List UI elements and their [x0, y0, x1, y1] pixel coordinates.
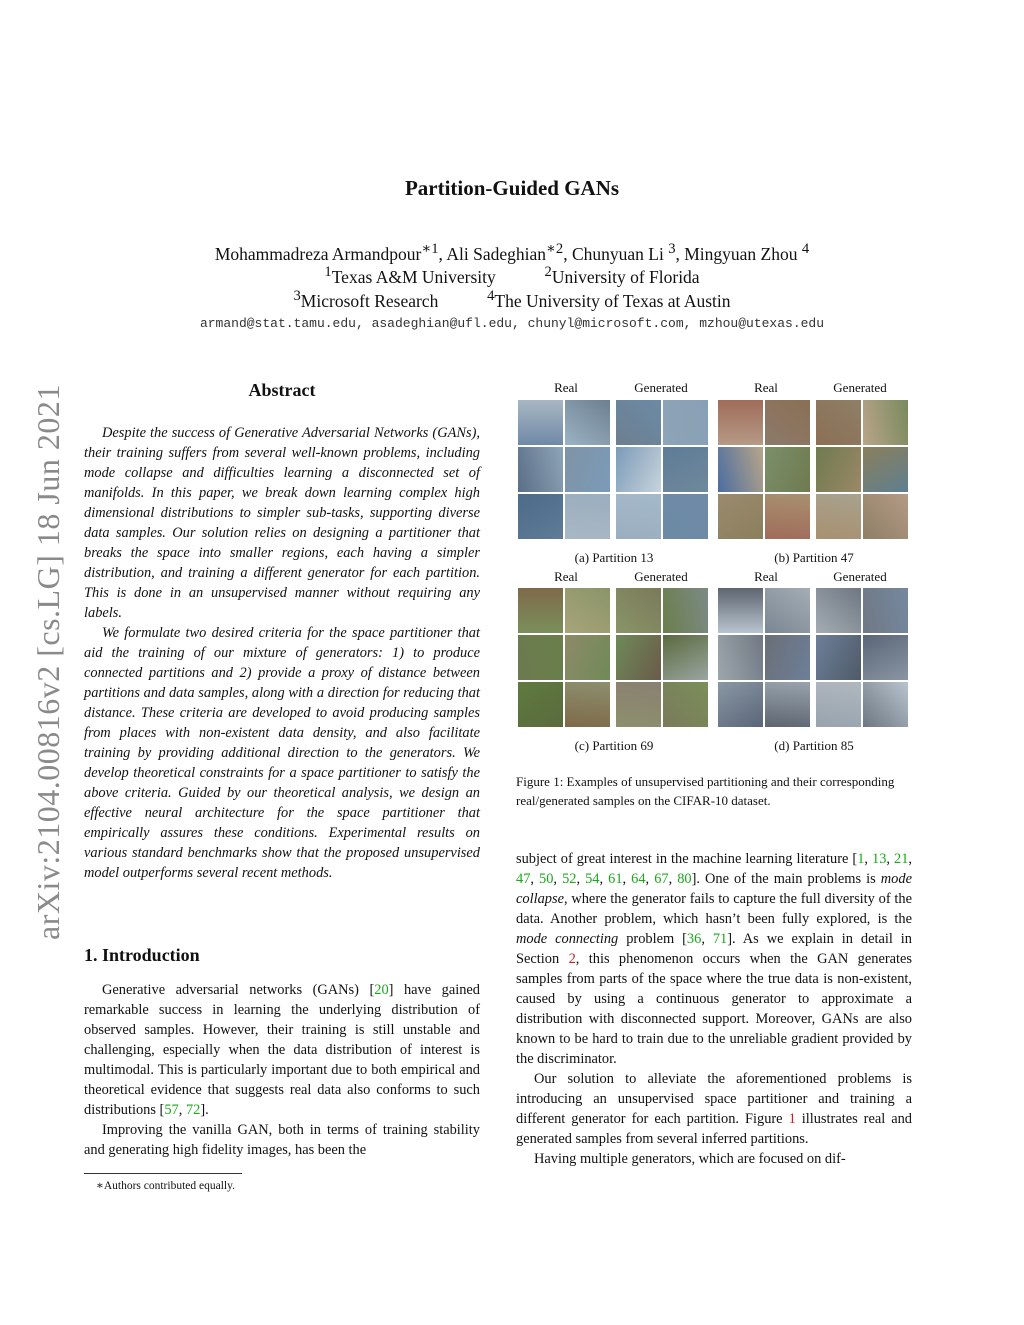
citation-link[interactable]: 61: [608, 871, 623, 887]
figure-ref-link[interactable]: 1: [788, 1111, 796, 1127]
affiliation: The University of Texas at Austin: [494, 290, 731, 311]
citation-link[interactable]: 54: [585, 871, 600, 887]
citation-link[interactable]: 36: [686, 931, 702, 947]
citation-link[interactable]: 21: [894, 851, 909, 867]
panel-c-real-grid: [518, 588, 610, 727]
sample-image: [663, 635, 708, 680]
sample-image: [816, 635, 861, 680]
author-emails: armand@stat.tamu.edu, asadeghian@ufl.edu, chunyl@microsoft.com, mzhou@utexas.edu: [199, 316, 825, 331]
section-ref-link[interactable]: 2: [568, 951, 576, 967]
panel-c-caption: (c) Partition 69: [574, 738, 654, 753]
sample-image: [616, 635, 661, 680]
affiliation-line-1: [0, 264, 1024, 288]
sample-image: [518, 682, 563, 727]
sample-image: [663, 494, 708, 539]
author-list: Mohammadreza Armandpour$^{∗1}$, Ali Sadeghian$^{∗2}$, Chunyuan Li $^3$, Mingyuan Zhou $^4$: [214, 241, 810, 264]
paper-title: Partition-Guided GANs: [404, 176, 620, 200]
affiliation-line-2: [0, 288, 1024, 312]
panel-d-generated-grid: [816, 588, 908, 727]
sample-image: [816, 588, 861, 633]
header-generated: Generated: [833, 569, 887, 584]
sample-image: [863, 447, 908, 492]
panel-d-caption: (d) Partition 85: [774, 738, 854, 753]
header-generated: Generated: [634, 569, 688, 584]
figure-caption: Figure 1: Examples of unsupervised partitioning and their corresponding real/generated samples on the CIFAR-10 dataset.: [516, 774, 895, 808]
panel-a-caption: (a) Partition 13: [574, 550, 654, 565]
sample-image: [816, 682, 861, 727]
sample-image: [765, 682, 810, 727]
sample-image: [565, 588, 610, 633]
citation-link[interactable]: 13: [872, 851, 887, 867]
citation-link[interactable]: 20: [374, 982, 389, 998]
sample-image: [616, 682, 661, 727]
sample-image: [616, 494, 661, 539]
body-paragraph: Having multiple generators, which are focused on dif-: [534, 1151, 846, 1167]
sample-image: [718, 447, 763, 492]
sample-image: [718, 494, 763, 539]
sample-image: [565, 400, 610, 445]
header-real: Real: [754, 380, 778, 395]
panel-b-caption: (b) Partition 47: [774, 550, 854, 565]
sample-image: [765, 635, 810, 680]
section-heading: 1. Introduction: [84, 945, 200, 965]
header-real: Real: [754, 569, 778, 584]
arxiv-identifier: arXiv:2104.00816v2 [cs.LG] 18 Jun 2021: [30, 384, 66, 940]
figure-1: [516, 380, 916, 820]
citation-link[interactable]: 72: [185, 1102, 201, 1118]
sample-image: [616, 400, 661, 445]
header-real: Real: [554, 380, 578, 395]
affil-sup: 4: [487, 288, 495, 304]
sample-image: [863, 588, 908, 633]
citation-link[interactable]: 64: [631, 871, 646, 887]
sample-image: [518, 635, 563, 680]
sample-image: [518, 588, 563, 633]
sample-image: [565, 682, 610, 727]
affil-sup: 3: [293, 288, 301, 304]
header-generated: Generated: [634, 380, 688, 395]
sample-image: [718, 588, 763, 633]
citation-link[interactable]: 52: [562, 871, 577, 887]
author-name: Ali Sadeghian: [446, 243, 546, 264]
sample-image: [863, 400, 908, 445]
intro-paragraph: Generative adversarial networks (GANs) [20] have gained remarkable success in learning the underlying distribution of observed samples. However, their training is still unstable and challenging, especially when the data distribution of interest is multimodal. This is particularly important due to both empirical and theoretical evidence that suggests real data also conforms to such distributions [57, 72].: [84, 982, 481, 1118]
footnote: ∗Authors contributed equally.: [96, 1180, 235, 1192]
sample-image: [863, 635, 908, 680]
sample-image: [616, 447, 661, 492]
panel-a-real-grid: [518, 400, 610, 539]
affiliation: University of Florida: [551, 266, 700, 287]
sample-image: [518, 400, 563, 445]
affil-sup: 1: [324, 264, 332, 280]
abstract-paragraph: Despite the success of Generative Adversarial Networks (GANs), their training suffers from several well-known problems, including mode collapse and difficulties learning a disconnected set of manifolds. In this paper, we break down learning complex high dimensional distributions to simpler sub-tasks, supporting diverse data samples. Our solution relies on designing a partitioner that breaks the space into smaller regions, each having a simpler distribution, and training a different generator for each partition. This is done in an unsupervised manner without requiring any labels.: [84, 425, 480, 621]
citation-link[interactable]: 47: [516, 871, 531, 887]
abstract-section: [84, 380, 480, 883]
abstract-paragraph: We formulate two desired criteria for the space partitioner that aid the training of our mixture of generators: 1) to produce connected partitions and 2) provide a proxy of distance between partitions and data samples, along with a direction for reducing that distance. These criteria are developed to avoid producing samples from places with non-existent data density, and also facilitate training by providing additional direction to the generators. We develop theoretical constraints for a space partitioner to satisfy the above criteria. Guided by our theoretical analysis, we design an effective neural architecture for the space partitioner that empirically assures these conditions. Experimental results on various standard benchmarks show that the proposed unsupervised model outperforms several recent methods.: [84, 625, 480, 881]
author-sup: 4: [801, 241, 810, 257]
sample-image: [816, 400, 861, 445]
header-generated: Generated: [833, 380, 887, 395]
sample-image: [765, 494, 810, 539]
affiliation: Microsoft Research: [300, 290, 439, 311]
header-real: Real: [554, 569, 578, 584]
panel-b-real-grid: [718, 400, 810, 539]
sample-image: [718, 682, 763, 727]
footnote-divider: [84, 1173, 242, 1174]
sample-image: [863, 682, 908, 727]
sample-image: [663, 447, 708, 492]
sample-image: [663, 682, 708, 727]
author-sup: ∗2: [545, 241, 564, 257]
sample-image: [816, 494, 861, 539]
sample-image: [565, 494, 610, 539]
sample-image: [565, 635, 610, 680]
panel-b-generated-grid: [816, 400, 908, 539]
panel-d-real-grid: [718, 588, 810, 727]
introduction-section: [84, 945, 480, 1160]
sample-image: [518, 447, 563, 492]
sample-image: [718, 400, 763, 445]
sample-image: [765, 400, 810, 445]
author-sup: ∗1: [421, 241, 439, 257]
author-name: Mingyuan Zhou: [684, 243, 798, 264]
citation-link[interactable]: 80: [677, 871, 692, 887]
author-name: Chunyuan Li: [571, 243, 664, 264]
sample-image: [765, 447, 810, 492]
author-name: Mohammadreza Armandpour: [214, 243, 422, 264]
intro-paragraph: Improving the vanilla GAN, both in terms of training stability and generating high fidelity images, has been the: [84, 1122, 480, 1158]
sample-image: [816, 447, 861, 492]
sample-image: [616, 588, 661, 633]
citation-link[interactable]: 57: [164, 1102, 179, 1118]
affil-sup: 2: [544, 264, 552, 280]
affiliation: Texas A&M University: [331, 266, 496, 287]
panel-c-generated-grid: [616, 588, 708, 727]
body-paragraph: Our solution to alleviate the aforementioned problems is introducing an unsupervised space partitioner and training a different generator for each partition. Figure 1 illustrates real and generated samples from several inferred partitions.: [516, 1071, 913, 1147]
citation-link[interactable]: 71: [712, 931, 728, 947]
citation-link[interactable]: 50: [539, 871, 554, 887]
right-column-text: [516, 849, 912, 1169]
citation-link[interactable]: 1: [857, 851, 865, 867]
citation-link[interactable]: 67: [654, 871, 669, 887]
abstract-heading: Abstract: [248, 380, 316, 400]
sample-image: [765, 588, 810, 633]
sample-image: [565, 447, 610, 492]
author-sup: 3: [668, 241, 676, 257]
sample-image: [518, 494, 563, 539]
panel-a-generated-grid: [616, 400, 708, 539]
sample-image: [663, 588, 708, 633]
sample-image: [663, 400, 708, 445]
sample-image: [863, 494, 908, 539]
sample-image: [718, 635, 763, 680]
body-paragraph: subject of great interest in the machine learning literature [1, 13, 21, 47, 50, 52, 54, 61, 64, 67, 80]. One of the main problems is mode collapse, where the generator fails to capture the full diversity of the data. Another problem, which hasn’t been fully explored, is the mode connecting problem [36, 71]. As we explain in detail in Section 2, this phenomenon occurs when the GAN generates samples from parts of the space where the true data is non-existent, caused by using a continuous generator to approximate a distribution with disconnected support. Moreover, GANs are also known to be hard to train due to the unreliable gradient provided by the discriminator.: [516, 851, 913, 1067]
